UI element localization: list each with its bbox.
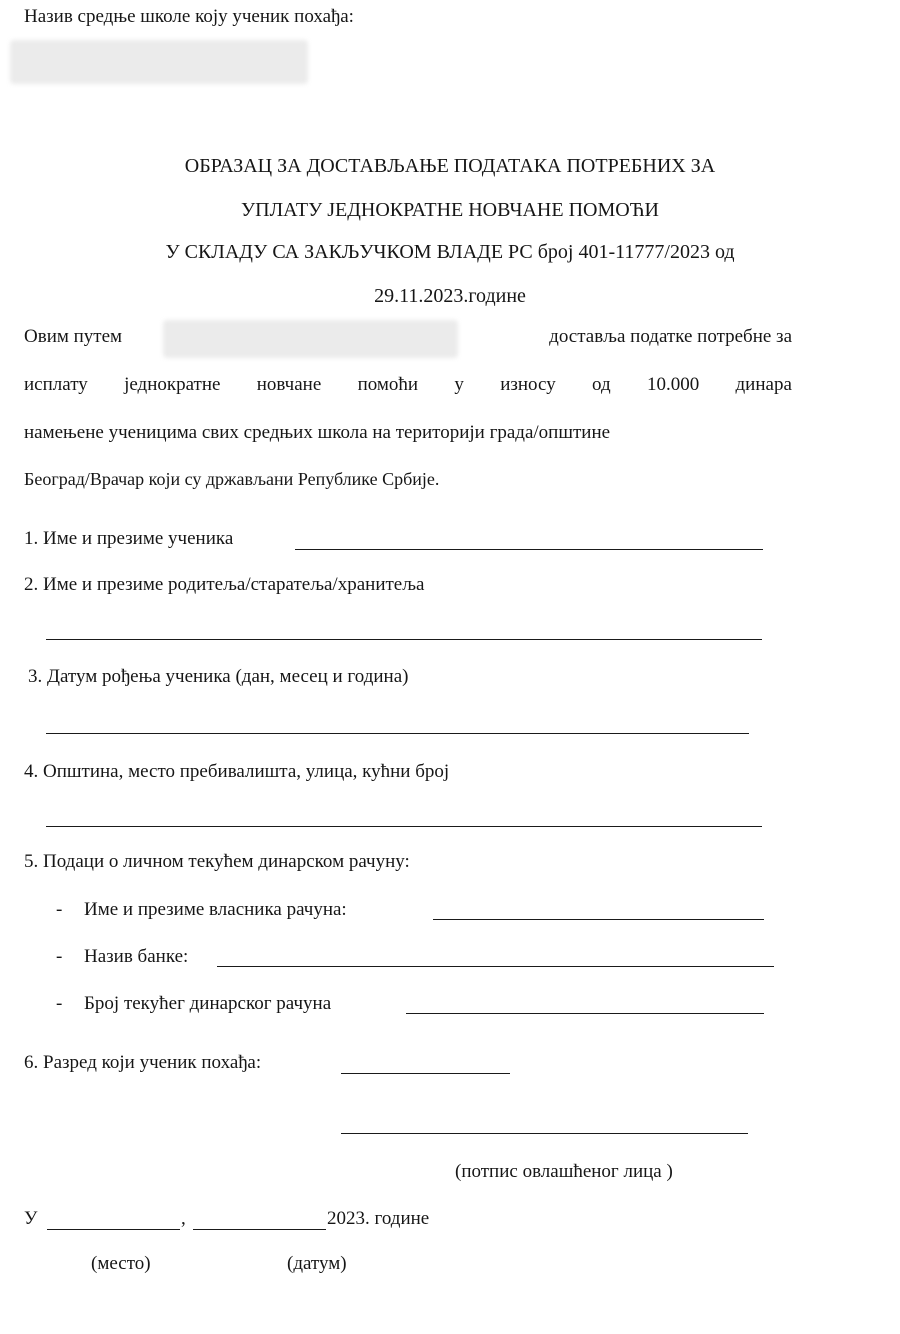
field-4-label: 4. Општина, место пребивалишта, улица, кућни број bbox=[24, 761, 450, 782]
intro-word: новчане bbox=[256, 374, 322, 395]
place-prefix: У bbox=[24, 1208, 38, 1229]
field-2-blank-line bbox=[46, 639, 762, 640]
signature-line bbox=[341, 1133, 748, 1134]
place-blank-line bbox=[47, 1229, 180, 1230]
field-5-label: 5. Подаци о личном текућем динарском рачуну: bbox=[24, 851, 410, 872]
signature-caption: (потпис овлашћеног лица ) bbox=[455, 1161, 673, 1182]
field-1-label: 1. Име и презиме ученика bbox=[24, 528, 234, 549]
field-5-account-holder-line bbox=[433, 919, 764, 920]
field-6-blank-line bbox=[341, 1073, 510, 1074]
intro-word: исплату bbox=[24, 374, 88, 395]
form-title-date: 29.11.2023.године bbox=[374, 285, 526, 307]
intro-word: динара bbox=[735, 374, 792, 395]
field-2-label: 2. Име и презиме родитеља/старатеља/хранитеља bbox=[24, 574, 425, 595]
redacted-school-name bbox=[10, 40, 308, 84]
field-3-label: 3. Датум рођења ученика (дан, месец и година) bbox=[28, 666, 409, 687]
place-caption: (место) bbox=[91, 1253, 151, 1274]
list-dash: - bbox=[56, 899, 63, 920]
field-5-bank-label: Назив банке: bbox=[84, 946, 189, 967]
list-dash: - bbox=[56, 993, 63, 1014]
field-5-account-number-line bbox=[406, 1013, 764, 1014]
intro-word: помоћи bbox=[357, 374, 419, 395]
form-title-line-3: У СКЛАДУ СА ЗАКЉУЧКОМ ВЛАДЕ РС број 401-11777/2023 од bbox=[165, 241, 735, 263]
intro-word: износу bbox=[500, 374, 556, 395]
intro-line-4: Београд/Врачар који су држављани Републике Србије. bbox=[24, 469, 440, 489]
intro-line-1-right: доставља податке потребне за bbox=[549, 326, 792, 347]
intro-word: од bbox=[592, 374, 611, 395]
form-title-line-2: УПЛАТУ ЈЕДНОКРАТНЕ НОВЧАНЕ ПОМОЋИ bbox=[241, 199, 659, 221]
year-suffix: 2023. године bbox=[327, 1208, 430, 1229]
date-blank-line bbox=[193, 1229, 326, 1230]
list-dash: - bbox=[56, 946, 63, 967]
field-5-account-holder-label: Име и презиме власника рачуна: bbox=[84, 899, 347, 920]
field-6-label: 6. Разред који ученик похађа: bbox=[24, 1052, 262, 1073]
date-caption: (датум) bbox=[287, 1253, 347, 1274]
form-title-line-1: ОБРАЗАЦ ЗА ДОСТАВЉАЊЕ ПОДАТАКА ПОТРЕБНИХ ЗА bbox=[184, 155, 716, 177]
field-3-blank-line bbox=[46, 733, 749, 734]
field-4-blank-line bbox=[46, 826, 762, 827]
intro-amount: 10.000 bbox=[646, 374, 700, 395]
intro-line-3: намењене ученицима свих средњих школа на територији града/општине bbox=[24, 422, 611, 443]
intro-word: једнократне bbox=[124, 374, 221, 395]
place-date-comma: , bbox=[181, 1208, 186, 1229]
intro-line-1-left: Овим путем bbox=[24, 326, 123, 347]
field-1-blank-line bbox=[295, 549, 763, 550]
redacted-school-name-inline bbox=[163, 320, 458, 358]
school-name-label: Назив средње школе коју ученик похађа: bbox=[24, 6, 354, 27]
intro-word: у bbox=[454, 374, 464, 395]
field-5-bank-line bbox=[217, 966, 774, 967]
field-5-account-number-label: Број текућег динарског рачуна bbox=[84, 993, 332, 1014]
intro-line-2 bbox=[24, 372, 792, 398]
